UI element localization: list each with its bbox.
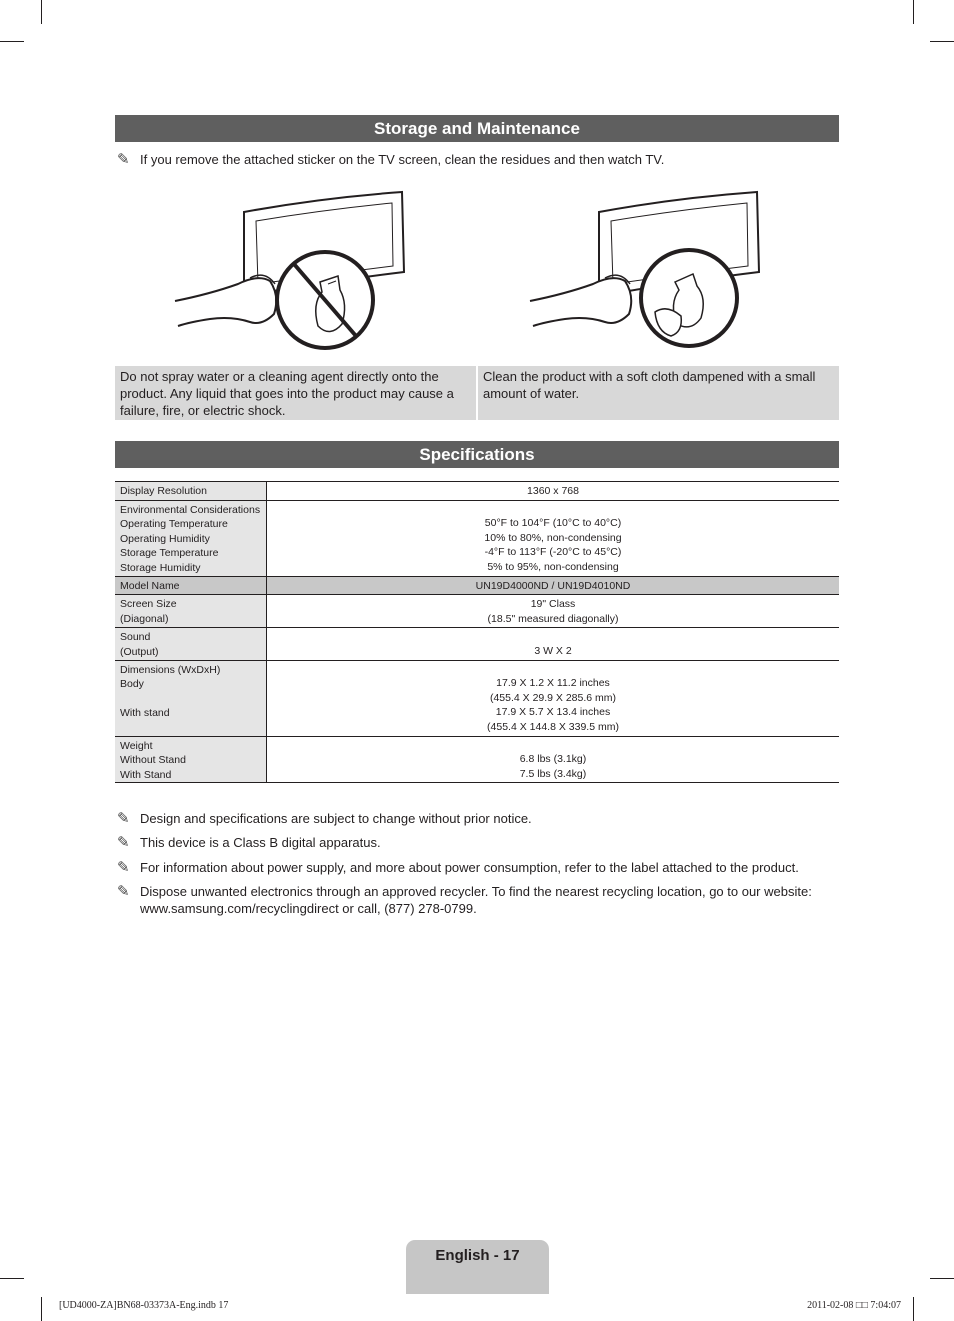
spec-row-display-resolution: [115, 482, 839, 501]
spec-note: [117, 810, 837, 827]
pencil-note-icon: ✎: [117, 834, 130, 851]
prohibited-spray-icon: [277, 252, 373, 348]
sticker-note-text: If you remove the attached sticker on the TV screen, clean the residues and then watch TV.: [140, 152, 665, 167]
crop-mark: [0, 1278, 24, 1279]
spec-value: 19" Class (18.5" measured diagonally): [267, 595, 840, 628]
spec-label: Weight Without Stand With Stand: [115, 736, 267, 783]
spec-note: [117, 883, 837, 917]
crop-mark: [930, 1278, 954, 1279]
spec-note-text: Dispose unwanted electronics through an approved recycler. To find the nearest recycling location, go to our website: www.samsung.com/recyclingdirect or call, (877) 278-0799.: [140, 884, 812, 916]
spec-note-text: This device is a Class B digital apparatus.: [140, 835, 381, 850]
spec-value: 1360 x 768: [267, 482, 840, 501]
caption-no-spray: Do not spray water or a cleaning agent directly onto the product. Any liquid that goes into the product may cause a failure, fire, or electric shock.: [115, 366, 476, 420]
spec-row-dimensions: [115, 660, 839, 736]
spec-row-sound: [115, 628, 839, 660]
crop-mark: [0, 41, 24, 42]
crop-mark: [913, 1297, 914, 1321]
print-slug-file: [UD4000-ZA]BN68-03373A-Eng.indb 17: [59, 1300, 229, 1311]
crop-mark: [41, 1297, 42, 1321]
spec-row-model-name: [115, 576, 839, 595]
page-number-tab: English - 17: [406, 1240, 549, 1294]
sticker-note: [117, 151, 837, 168]
spec-value: 3 W X 2: [267, 628, 840, 660]
cloth-spray-icon: [641, 250, 737, 346]
spec-note-text: Design and specifications are subject to change without prior notice.: [140, 811, 532, 826]
pencil-note-icon: ✎: [117, 810, 130, 827]
spec-row-environmental: [115, 500, 839, 576]
spec-label: Model Name: [115, 576, 267, 595]
spec-note-text: For information about power supply, and more about power consumption, refer to the label attached to the product.: [140, 860, 799, 875]
storage-maintenance-heading: Storage and Maintenance: [115, 115, 839, 142]
spec-label: Screen Size (Diagonal): [115, 595, 267, 628]
spec-note: [117, 834, 837, 851]
crop-mark: [913, 0, 914, 24]
specifications-table: [115, 481, 839, 783]
no-spray-illustration: [170, 186, 410, 356]
cloth-cleaning-illustration: [525, 186, 765, 356]
pencil-note-icon: ✎: [117, 883, 130, 900]
crop-mark: [41, 0, 42, 24]
caption-soft-cloth: Clean the product with a soft cloth dampened with a small amount of water.: [478, 366, 839, 420]
spec-label: Display Resolution: [115, 482, 267, 501]
spec-note: [117, 859, 837, 876]
spec-value: 17.9 X 1.2 X 11.2 inches (455.4 X 29.9 X 285.6 mm) 17.9 X 5.7 X 13.4 inches (455.4 X 144.8 X 339.5 mm): [267, 660, 840, 736]
spec-label: Dimensions (WxDxH) Body With stand: [115, 660, 267, 736]
print-slug-date: 2011-02-08 □□ 7:04:07: [807, 1300, 901, 1311]
spec-value: UN19D4000ND / UN19D4010ND: [267, 576, 840, 595]
spec-label: Sound (Output): [115, 628, 267, 660]
pencil-note-icon: ✎: [117, 859, 130, 876]
spec-value: 50°F to 104°F (10°C to 40°C) 10% to 80%, non-condensing -4°F to 113°F (-20°C to 45°C) 5% to 95%, non-condensing: [267, 500, 840, 576]
spec-label: Environmental Considerations Operating Temperature Operating Humidity Storage Temperature Storage Humidity: [115, 500, 267, 576]
spec-row-screen-size: [115, 595, 839, 628]
pencil-note-icon: ✎: [117, 151, 130, 168]
crop-mark: [930, 41, 954, 42]
specifications-heading: Specifications: [115, 441, 839, 468]
spec-value: 6.8 lbs (3.1kg) 7.5 lbs (3.4kg): [267, 736, 840, 783]
spec-row-weight: [115, 736, 839, 783]
